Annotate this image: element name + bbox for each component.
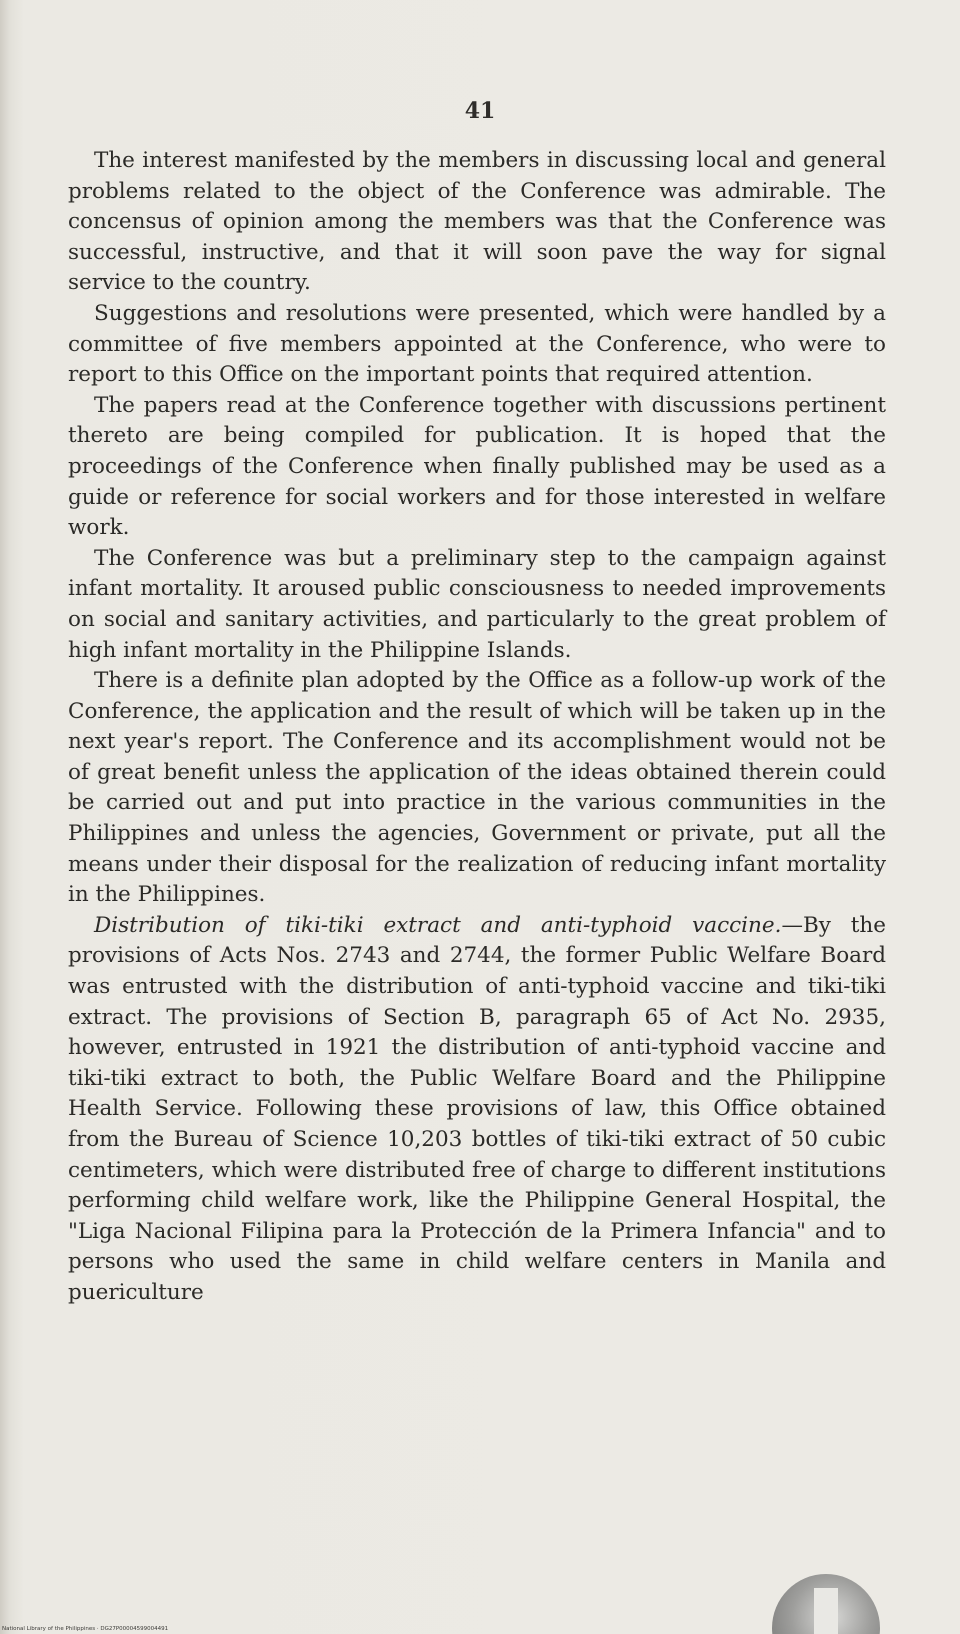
paragraph-text: Suggestions and resolutions were presented, which were handled by a committee of five members appointed at the Conference, who were to report to this Office on the important points that required attention. [68, 300, 886, 388]
paragraph-text: There is a definite plan adopted by the Office as a follow-up work of the Conference, the application and the result of which will be taken up in the next year's report. The Conference and its accomplishment would not be of great benefit unless the application of the ideas obtained therein could be carried out and put into practice in the various communities in the Philippines and unless the agencies, Government or private, put all the means under their disposal for the realization of reducing infant mortality in the Philippines. [68, 668, 886, 908]
scan-corner-mark [772, 1574, 880, 1634]
paragraph-text: The papers read at the Conference together with discussions pertinent thereto are being compiled for publication. It is hoped that the proceedings of the Conference when finally published may be used as a guide or reference for social workers and for those interested in welfare work. [68, 392, 886, 541]
paragraph-follow-up-plan [68, 666, 886, 911]
paragraph-preliminary-step [68, 544, 886, 666]
scan-credit: National Library of the Philippines · DG27P00004599004491 [2, 1626, 169, 1632]
paragraph-distribution [68, 911, 886, 1309]
section-heading-distribution: Distribution of tiki-tiki extract and anti-typhoid vaccine. [94, 912, 782, 938]
paragraph-suggestions [68, 299, 886, 391]
body-text [68, 146, 886, 1309]
paragraph-text: The interest manifested by the members in discussing local and general problems related to the object of the Conference was admirable. The concensus of opinion among the members was that the Conference was successful, instructive, and that it will soon pave the way for signal service to the country. [68, 148, 886, 296]
paragraph-conference-interest [68, 146, 886, 299]
paragraph-text: The Conference was but a preliminary step to the campaign against infant mortality. It aroused public consciousness to needed improvements on social and sanitary activities, and particularly to the great problem of high infant mortality in the Philippine Islands. [68, 545, 886, 663]
page-number: 41 [464, 98, 496, 124]
paragraph-text: —By the provisions of Acts Nos. 2743 and 2744, the former Public Welfare Board was entrusted with the distribution of anti-typhoid vaccine and tiki-tiki extract. The provisions of Section B, paragraph 65 of Act No. 2935, however, entrusted in 1921 the distribution of anti-typhoid vaccine and tiki-tiki extract to both, the Public Welfare Board and the Philippine Health Service. Following these provisions of law, this Office obtained from the Bureau of Science 10,203 bottles of tiki-tiki extract of 50 cubic centimeters, which were distributed free of charge to different institutions performing child welfare work, like the Philippine General Hospital, the "Liga Nacional Filipina para la Protección de la Primera Infancia" and to persons who used the same in child welfare centers in Manila and puericulture [68, 912, 886, 1305]
paragraph-papers [68, 391, 886, 544]
